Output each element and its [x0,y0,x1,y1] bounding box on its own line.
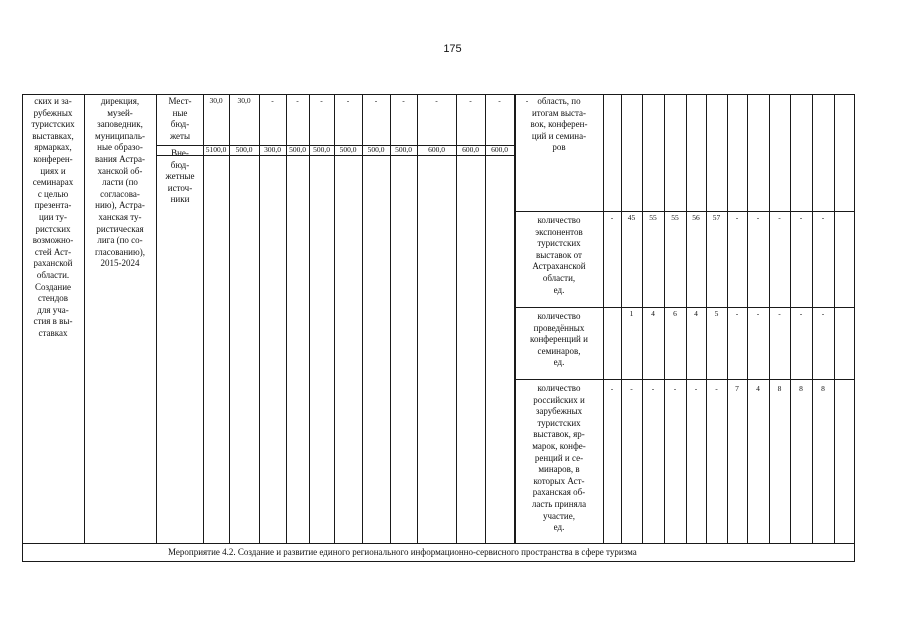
indicator-3-value-4: - [694,384,698,393]
indicator-col-divider-2 [642,94,643,543]
finance-extra-value-9: 600,0 [462,145,479,154]
indicator-2-value-8: - [778,309,781,318]
finance-extra-value-5: 500,0 [339,145,357,154]
finance-extra-value-6: 500,0 [367,145,385,154]
executor-text: дирекция, музей- заповедник, муниципаль- ные образо- вания Астра- ханской об- ласти (по согласова- нию), Астра- ханская ту- ристическая лига (по со- гласованию), 2015-2024 [95,96,145,269]
indicator-3-value-1: - [630,384,633,393]
left-col-divider-0 [84,94,85,543]
measure-description: ских и за- рубежных туристских выставках, ярмарках, конферен- циях и семинарах с целью презента- ции ту- ристских возможно- стей Аст- раханской области. Создание стендов для уча- стия в вы- ставках [31,96,75,338]
indicator-2-value-6: - [735,309,739,318]
left-col-divider-1 [156,94,157,543]
finance-col-divider-7 [390,94,391,543]
finance-extra-value-7: 500,0 [395,145,412,154]
indicator-label-1: количество экспонентов туристских выставок от Астраханской области, ед. [532,215,586,295]
finance-local-value-0: 30,0 [209,96,223,105]
finance-extra-value-3: 500,0 [289,145,306,154]
indicator-3-value-6: 7 [735,384,739,393]
indicator-1-value-0: - [610,213,614,222]
indicator-col-divider-8 [769,94,770,543]
indicator-row-divider-3 [515,379,855,380]
finance-extra-value-4: 500,0 [313,145,330,154]
table-top-border [22,94,855,95]
measure-4-2-title: Мероприятие 4.2. Создание и развитие единого регионального информационно-сервисного пространства в сфере туризма [168,547,637,557]
finance-local-value-9: - [469,96,472,105]
indicator-2-value-3: 6 [673,309,677,318]
indicator-row-divider-2 [515,307,855,308]
indicator-2-value-9: - [799,309,803,318]
finance-local-value-6: - [374,96,378,105]
footer-row-border [22,543,855,544]
indicator-3-value-3: - [673,384,677,393]
finance-local-value-11: - [525,96,529,105]
indicator-2-value-4: 4 [694,309,698,318]
indicator-3-value-5: - [715,384,718,393]
indicator-row-divider-1 [515,211,855,212]
indicator-2-value-7: - [756,309,760,318]
finance-col-divider-3 [286,94,287,543]
finance-local-value-10: - [498,96,501,105]
indicator-3-value-2: - [651,384,655,393]
indicator-col-divider-7 [747,94,748,543]
indicator-1-value-5: 57 [712,213,721,222]
indicator-3-value-10: 8 [821,384,825,393]
indicator-1-value-8: - [778,213,781,222]
finance-local-value-2: - [271,96,274,105]
finance-local-value-1: 30,0 [237,96,251,105]
indicator-1-value-9: - [799,213,803,222]
table-left-border [22,94,23,562]
indicator-3-value-0: - [610,384,614,393]
indicator-label-3: количество российских и зарубежных туристских выставок, яр- марок, конфе- ренций и се- минаров, в которых Аст- раханская об- ласть приняла участие, ед. [531,383,587,533]
finance-local-value-5: - [346,96,350,105]
finance-row-bottom [156,155,515,156]
finance-col-divider-6 [362,94,363,543]
indicator-label-0: область, по итогам выста- вок, конферен- ций и семина- ров [530,96,588,153]
page-number: 175 [443,43,462,55]
finance-col-divider-9 [456,94,457,543]
indicator-1-value-1: 45 [627,213,636,222]
indicator-3-value-9: 8 [799,384,803,393]
finance-local-value-8: - [435,96,438,105]
finance-local-value-7: - [402,96,405,105]
indicator-col-divider-3 [664,94,665,543]
indicator-col-divider-1 [621,94,622,543]
finance-extra-value-10: 600,0 [491,145,508,154]
indicator-col-divider-12 [854,94,855,543]
indicator-1-value-10: - [821,213,825,222]
indicator-col-divider-0 [603,94,604,543]
finance-col-divider-0 [203,94,204,543]
finance-col-divider-8 [417,94,418,543]
indicator-2-value-10: - [821,309,825,318]
finance-col-divider-5 [334,94,335,543]
indicator-1-value-2: 55 [649,213,657,222]
indicator-1-value-7: - [756,213,760,222]
indicator-1-value-3: 55 [671,213,679,222]
finance-local-value-3: - [296,96,299,105]
finance-extra-value-2: 300,0 [264,145,281,154]
table-bottom-border [22,561,855,562]
finance-extra-value-0: 5100,0 [205,145,227,154]
indicator-1-value-6: - [735,213,739,222]
indicator-3-value-7: 4 [756,384,760,393]
source-extra-budget: Вне- бюд- жетные источ- ники [165,148,195,205]
indicator-col-divider-6 [727,94,728,543]
finance-col-divider-2 [259,94,260,543]
indicator-3-value-8: 8 [777,384,782,393]
source-local-budgets: Мест- ные бюд- жеты [168,96,192,141]
indicator-1-value-4: 56 [692,213,700,222]
indicator-2-value-1: 1 [629,309,634,318]
finance-extra-value-1: 500,0 [235,145,253,154]
finance-col-divider-4 [309,94,310,543]
indicator-label-2: количество проведённых конференций и семинаров, ед. [530,311,588,368]
indicator-2-value-5: 5 [714,309,719,318]
indicator-col-divider-5 [706,94,707,543]
indicator-col-divider-11 [834,94,835,543]
indicator-label-left [515,94,516,543]
indicator-col-divider-4 [686,94,687,543]
finance-extra-value-8: 600,0 [428,145,445,154]
finance-local-value-4: - [320,96,323,105]
finance-col-divider-10 [485,94,486,543]
indicator-col-divider-10 [812,94,813,543]
indicator-2-value-2: 4 [651,309,655,318]
indicator-col-divider-9 [790,94,791,543]
finance-col-divider-1 [229,94,230,543]
